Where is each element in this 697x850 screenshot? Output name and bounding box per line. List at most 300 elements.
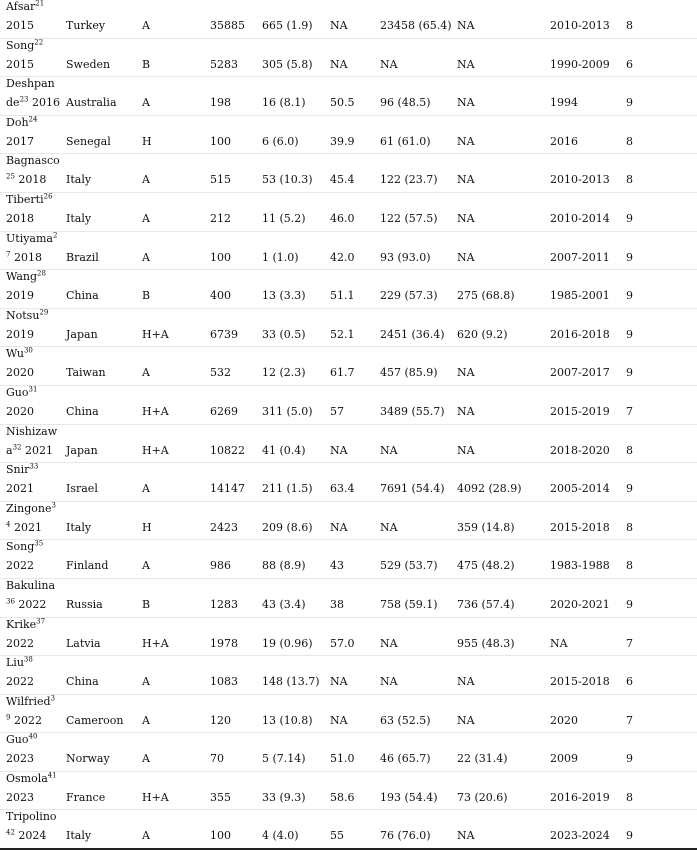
cases-cell: 12 (2.3) <box>262 366 306 380</box>
cases-cell: 148 (13.7) <box>262 675 320 689</box>
age-cell: 52.1 <box>330 327 355 341</box>
reference-number: 23 <box>19 95 29 104</box>
sample-size-cell: 515 <box>210 173 231 187</box>
author-continued <box>6 675 34 689</box>
value-a-cell: 23458 (65.4) <box>380 19 452 32</box>
author-continued <box>6 173 46 187</box>
cases-cell: 665 (1.9) <box>262 19 313 32</box>
study-period-cell: 2020-2021 <box>550 597 610 611</box>
author-text: Guo <box>6 385 29 399</box>
publication-year: 2022 <box>6 559 34 573</box>
quality-score-cell: 8 <box>626 134 633 148</box>
design-cell: A <box>142 752 150 766</box>
age-cell: 58.6 <box>330 790 355 804</box>
author-continued <box>6 405 34 419</box>
design-cell: A <box>142 713 150 727</box>
design-cell: H <box>142 520 152 534</box>
cases-cell: 6 (6.0) <box>262 134 299 148</box>
author-continued <box>6 444 53 458</box>
table-row <box>0 810 697 850</box>
study-period-cell: 2016 <box>550 134 578 148</box>
author-name <box>6 116 37 130</box>
design-cell: H+A <box>142 404 169 418</box>
value-a-cell: 7691 (54.4) <box>380 482 445 496</box>
sample-size-cell: 1083 <box>210 675 238 689</box>
author-name <box>6 154 60 168</box>
value-b-cell: 73 (20.6) <box>457 790 508 804</box>
cases-cell: 88 (8.9) <box>262 559 306 573</box>
value-a-cell: 96 (48.5) <box>380 96 431 110</box>
reference-number: 7 <box>6 249 11 258</box>
quality-score-cell: 9 <box>626 211 633 225</box>
country-cell: Japan <box>66 327 98 341</box>
quality-score-cell: 8 <box>626 790 633 804</box>
author-continued <box>6 791 34 805</box>
study-period-cell: 2007-2017 <box>550 366 610 380</box>
sample-size-cell: 2423 <box>210 520 238 534</box>
reference-number: 25 <box>6 172 15 181</box>
author-text: Wang <box>6 270 38 284</box>
design-cell: B <box>142 57 151 71</box>
author-name <box>6 502 56 516</box>
author-text: Bagnasco <box>6 154 60 168</box>
country-cell: Turkey <box>66 19 106 32</box>
author-name <box>6 193 53 207</box>
sample-size-cell: 70 <box>210 752 224 766</box>
publication-year: 2024 <box>18 829 47 843</box>
age-cell: 45.4 <box>330 173 355 187</box>
age-cell: 61.7 <box>330 366 355 380</box>
cases-cell: 13 (3.3) <box>262 289 306 303</box>
reference-number: 9 <box>6 713 11 722</box>
quality-score-cell: 7 <box>626 713 633 727</box>
age-cell: 51.0 <box>330 752 355 766</box>
reference-number: 32 <box>12 442 22 451</box>
author-text: Liu <box>6 656 24 670</box>
sample-size-cell: 100 <box>210 250 231 264</box>
reference-number: 41 <box>47 771 57 780</box>
table-row <box>0 309 697 348</box>
table-row <box>0 232 697 271</box>
cases-cell: 16 (8.1) <box>262 96 306 110</box>
author-name <box>6 232 57 246</box>
sample-size-cell: 355 <box>210 790 231 804</box>
author-continued <box>6 251 42 265</box>
author-continued <box>6 521 42 535</box>
country-cell: China <box>66 404 99 418</box>
value-b-cell: 620 (9.2) <box>457 327 508 341</box>
quality-score-cell: 6 <box>626 675 633 689</box>
author-name <box>6 463 38 477</box>
quality-score-cell: 9 <box>626 327 633 341</box>
value-a-cell: 122 (57.5) <box>380 211 438 225</box>
quality-score-cell: 9 <box>626 829 633 843</box>
value-b-cell: 22 (31.4) <box>457 752 508 766</box>
value-a-cell: 76 (76.0) <box>380 829 431 843</box>
reference-number: 35 <box>34 539 44 548</box>
country-cell: Finland <box>66 559 109 573</box>
author-continued <box>6 829 46 843</box>
age-cell: 43 <box>330 559 344 573</box>
author-continued <box>6 366 34 380</box>
author-name <box>6 270 46 284</box>
country-cell: Senegal <box>66 134 111 148</box>
study-period-cell: 2023-2024 <box>550 829 610 843</box>
cases-cell: 43 (3.4) <box>262 597 306 611</box>
value-a-cell: 2451 (36.4) <box>380 327 445 341</box>
study-period-cell: 1985-2001 <box>550 289 610 303</box>
publication-year: 2017 <box>6 134 34 148</box>
value-b-cell: 736 (57.4) <box>457 597 515 611</box>
reference-number: 22 <box>34 37 44 46</box>
author-name <box>6 695 55 709</box>
age-cell: 42.0 <box>330 250 355 264</box>
sample-size-cell: 10822 <box>210 443 245 457</box>
value-b-cell: NA <box>457 211 475 225</box>
cases-cell: 4 (4.0) <box>262 829 299 843</box>
sample-size-cell: 198 <box>210 96 231 110</box>
value-a-cell: 63 (52.5) <box>380 713 431 727</box>
age-cell: NA <box>330 19 348 32</box>
table-row <box>0 579 697 618</box>
reference-number: 30 <box>23 346 33 355</box>
cases-cell: 19 (0.96) <box>262 636 313 650</box>
publication-year: 2022 <box>18 597 47 611</box>
study-period-cell: 1983-1988 <box>550 559 610 573</box>
value-b-cell: NA <box>457 250 475 264</box>
author-name <box>6 0 44 14</box>
design-cell: A <box>142 173 150 187</box>
reference-number: 4 <box>6 520 11 529</box>
publication-year: 2022 <box>13 713 42 727</box>
author-text: Zingone <box>6 501 52 515</box>
value-a-cell: 229 (57.3) <box>380 289 438 303</box>
quality-score-cell: 9 <box>626 289 633 303</box>
quality-score-cell: 9 <box>626 366 633 380</box>
value-a-cell: NA <box>380 636 398 650</box>
author-name <box>6 347 33 361</box>
author-continued <box>6 598 46 612</box>
table-row <box>0 154 697 193</box>
table-row <box>0 386 697 425</box>
design-cell: A <box>142 250 150 264</box>
value-b-cell: 359 (14.8) <box>457 520 515 534</box>
country-cell: Israel <box>66 482 98 496</box>
author-text: Nishizaw <box>6 424 58 438</box>
author-text: Tiberti <box>6 192 44 206</box>
country-cell: China <box>66 289 99 303</box>
sample-size-cell: 1283 <box>210 597 238 611</box>
value-a-cell: NA <box>380 57 398 71</box>
study-period-cell: 2010-2013 <box>550 173 610 187</box>
author-continued <box>6 96 60 110</box>
value-a-cell: 529 (53.7) <box>380 559 438 573</box>
author-text: Krike <box>6 617 37 631</box>
publication-year: 2021 <box>13 520 42 534</box>
value-b-cell: NA <box>457 19 475 32</box>
author-name <box>6 618 45 632</box>
cases-cell: 311 (5.0) <box>262 404 313 418</box>
quality-score-cell: 8 <box>626 443 633 457</box>
author-continued <box>6 637 34 651</box>
study-period-cell: 1990-2009 <box>550 57 610 71</box>
country-cell: Brazil <box>66 250 99 264</box>
value-a-cell: 93 (93.0) <box>380 250 431 264</box>
publication-year: 2022 <box>6 675 34 689</box>
author-name <box>6 386 37 400</box>
design-cell: H+A <box>142 443 169 457</box>
publication-year: 2018 <box>6 211 34 225</box>
country-cell: Taiwan <box>66 366 106 380</box>
reference-number: 21 <box>35 0 45 8</box>
cases-cell: 33 (0.5) <box>262 327 306 341</box>
publication-year: 2021 <box>24 443 53 457</box>
age-cell: 63.4 <box>330 482 355 496</box>
value-b-cell: NA <box>457 829 475 843</box>
study-period-cell: 2018-2020 <box>550 443 610 457</box>
table-row <box>0 772 697 811</box>
publication-year: 2015 <box>6 57 34 71</box>
sample-size-cell: 100 <box>210 829 231 843</box>
reference-number: 26 <box>43 192 53 201</box>
author-text: Deshpan <box>6 77 55 91</box>
country-cell: Italy <box>66 173 92 187</box>
value-a-cell: NA <box>380 443 398 457</box>
design-cell: A <box>142 559 150 573</box>
study-period-cell: NA <box>550 636 568 650</box>
publication-year: 2022 <box>6 636 34 650</box>
age-cell: NA <box>330 57 348 71</box>
study-period-cell: 2015-2019 <box>550 404 610 418</box>
author-text: Snir <box>6 463 30 477</box>
quality-score-cell: 9 <box>626 96 633 110</box>
quality-score-cell: 8 <box>626 520 633 534</box>
quality-score-cell: 9 <box>626 482 633 496</box>
quality-score-cell: 9 <box>626 250 633 264</box>
table-row <box>0 270 697 309</box>
study-period-cell: 2020 <box>550 713 578 727</box>
cases-cell: 41 (0.4) <box>262 443 306 457</box>
design-cell: A <box>142 482 150 496</box>
author-name <box>6 733 37 747</box>
sample-size-cell: 6739 <box>210 327 238 341</box>
publication-year: 2023 <box>6 790 34 804</box>
cases-cell: 53 (10.3) <box>262 173 313 187</box>
reference-number: 42 <box>6 828 15 837</box>
design-cell: B <box>142 597 151 611</box>
country-cell: Norway <box>66 752 110 766</box>
cases-cell: 13 (10.8) <box>262 713 313 727</box>
author-text: Wilfried <box>6 694 51 708</box>
design-cell: A <box>142 19 150 32</box>
table-row <box>0 695 697 734</box>
reference-number: 3 <box>50 694 56 703</box>
sample-size-cell: 986 <box>210 559 231 573</box>
reference-number: 37 <box>36 616 46 625</box>
author-text: Utiyama <box>6 231 53 245</box>
quality-score-cell: 8 <box>626 19 633 32</box>
author-name <box>6 77 55 91</box>
sample-size-cell: 35885 <box>210 19 245 32</box>
value-a-cell: 3489 (55.7) <box>380 404 445 418</box>
table-row <box>0 0 697 39</box>
quality-score-cell: 9 <box>626 752 633 766</box>
table-row <box>0 347 697 386</box>
design-cell: A <box>142 675 150 689</box>
design-cell: H+A <box>142 636 169 650</box>
author-text: Doh <box>6 115 29 129</box>
cases-cell: 305 (5.8) <box>262 57 313 71</box>
quality-score-cell: 6 <box>626 57 633 71</box>
author-name <box>6 772 57 786</box>
design-cell: A <box>142 366 150 380</box>
publication-year: 2015 <box>6 19 34 32</box>
age-cell: 38 <box>330 597 344 611</box>
age-cell: 50.5 <box>330 96 355 110</box>
table-row <box>0 116 697 155</box>
reference-number: 3 <box>51 501 56 510</box>
sample-size-cell: 212 <box>210 211 231 225</box>
sample-size-cell: 5283 <box>210 57 238 71</box>
country-cell: France <box>66 790 106 804</box>
author-continued <box>6 482 34 496</box>
age-cell: 51.1 <box>330 289 355 303</box>
country-cell: Australia <box>66 96 117 110</box>
value-a-cell: NA <box>380 675 398 689</box>
design-cell: A <box>142 96 150 110</box>
cases-cell: 1 (1.0) <box>262 250 299 264</box>
value-b-cell: NA <box>457 713 475 727</box>
publication-year: 2023 <box>6 752 34 766</box>
author-name <box>6 810 57 824</box>
author-continued <box>6 559 34 573</box>
study-period-cell: 2015-2018 <box>550 675 610 689</box>
value-b-cell: 955 (48.3) <box>457 636 515 650</box>
cases-cell: 211 (1.5) <box>262 482 313 496</box>
value-b-cell: NA <box>457 96 475 110</box>
reference-number: 24 <box>28 115 38 124</box>
country-cell: Italy <box>66 211 92 225</box>
publication-year: 2020 <box>6 404 34 418</box>
study-period-cell: 2016-2018 <box>550 327 610 341</box>
value-a-cell: 61 (61.0) <box>380 134 431 148</box>
design-cell: H+A <box>142 790 169 804</box>
value-b-cell: NA <box>457 366 475 380</box>
design-cell: H <box>142 134 152 148</box>
age-cell: NA <box>330 520 348 534</box>
author-continued <box>6 714 42 728</box>
country-cell: Russia <box>66 597 103 611</box>
value-a-cell: 193 (54.4) <box>380 790 438 804</box>
value-a-cell: 122 (23.7) <box>380 173 438 187</box>
author-continued <box>6 135 34 149</box>
author-text: Notsu <box>6 308 40 322</box>
author-text: Wu <box>6 347 24 361</box>
quality-score-cell: 7 <box>626 636 633 650</box>
publication-year: 2019 <box>6 289 34 303</box>
sample-size-cell: 14147 <box>210 482 245 496</box>
cases-cell: 5 (7.14) <box>262 752 306 766</box>
cases-cell: 209 (8.6) <box>262 520 313 534</box>
author-text: Guo <box>6 733 29 747</box>
study-period-cell: 2007-2011 <box>550 250 610 264</box>
sample-size-cell: 532 <box>210 366 231 380</box>
quality-score-cell: 7 <box>626 404 633 418</box>
value-b-cell: NA <box>457 57 475 71</box>
study-period-cell: 2010-2013 <box>550 19 610 32</box>
publication-year: 2016 <box>31 96 60 110</box>
author-name <box>6 656 33 670</box>
country-cell: Cameroon <box>66 713 124 727</box>
author-name <box>6 309 48 323</box>
table-row <box>0 618 697 657</box>
study-period-cell: 2010-2014 <box>550 211 610 225</box>
quality-score-cell: 9 <box>626 597 633 611</box>
author-text: Osmola <box>6 771 48 785</box>
author-text: Song <box>6 38 35 52</box>
reference-number: 31 <box>28 385 38 394</box>
author-name <box>6 579 55 593</box>
design-cell: A <box>142 829 150 843</box>
reference-number: 28 <box>37 269 46 278</box>
value-b-cell: 4092 (28.9) <box>457 482 522 496</box>
author-name <box>6 39 43 53</box>
table-row <box>0 39 697 78</box>
table-row <box>0 502 697 541</box>
author-text: Bakulina <box>6 578 56 592</box>
sample-size-cell: 6269 <box>210 404 238 418</box>
value-b-cell: 475 (48.2) <box>457 559 515 573</box>
author-continued <box>6 19 34 33</box>
publication-year: 2020 <box>6 366 34 380</box>
country-cell: Sweden <box>66 57 111 71</box>
sample-size-cell: 1978 <box>210 636 238 650</box>
study-period-cell: 2009 <box>550 752 578 766</box>
author-text-continued: a <box>6 443 13 457</box>
author-text-continued: de <box>6 96 20 110</box>
country-cell: Italy <box>66 829 92 843</box>
age-cell: NA <box>330 675 348 689</box>
table-row <box>0 540 697 579</box>
table-row <box>0 656 697 695</box>
table-row <box>0 463 697 502</box>
value-b-cell: NA <box>457 173 475 187</box>
reference-number: 40 <box>28 732 38 741</box>
value-b-cell: NA <box>457 443 475 457</box>
value-b-cell: NA <box>457 404 475 418</box>
age-cell: 55 <box>330 829 344 843</box>
country-cell: Japan <box>66 443 98 457</box>
age-cell: NA <box>330 713 348 727</box>
reference-number: 33 <box>29 462 39 471</box>
value-b-cell: NA <box>457 675 475 689</box>
study-period-cell: 2015-2018 <box>550 520 610 534</box>
author-name <box>6 540 43 554</box>
publication-year: 2018 <box>18 173 47 187</box>
author-text: Tripolino <box>6 810 57 824</box>
author-continued <box>6 328 34 342</box>
author-continued <box>6 212 34 226</box>
table-row <box>0 733 697 772</box>
quality-score-cell: 8 <box>626 173 633 187</box>
value-a-cell: NA <box>380 520 398 534</box>
age-cell: NA <box>330 443 348 457</box>
country-cell: China <box>66 675 99 689</box>
sample-size-cell: 100 <box>210 134 231 148</box>
study-period-cell: 2005-2014 <box>550 482 610 496</box>
reference-number: 38 <box>23 655 33 664</box>
table-row <box>0 425 697 464</box>
